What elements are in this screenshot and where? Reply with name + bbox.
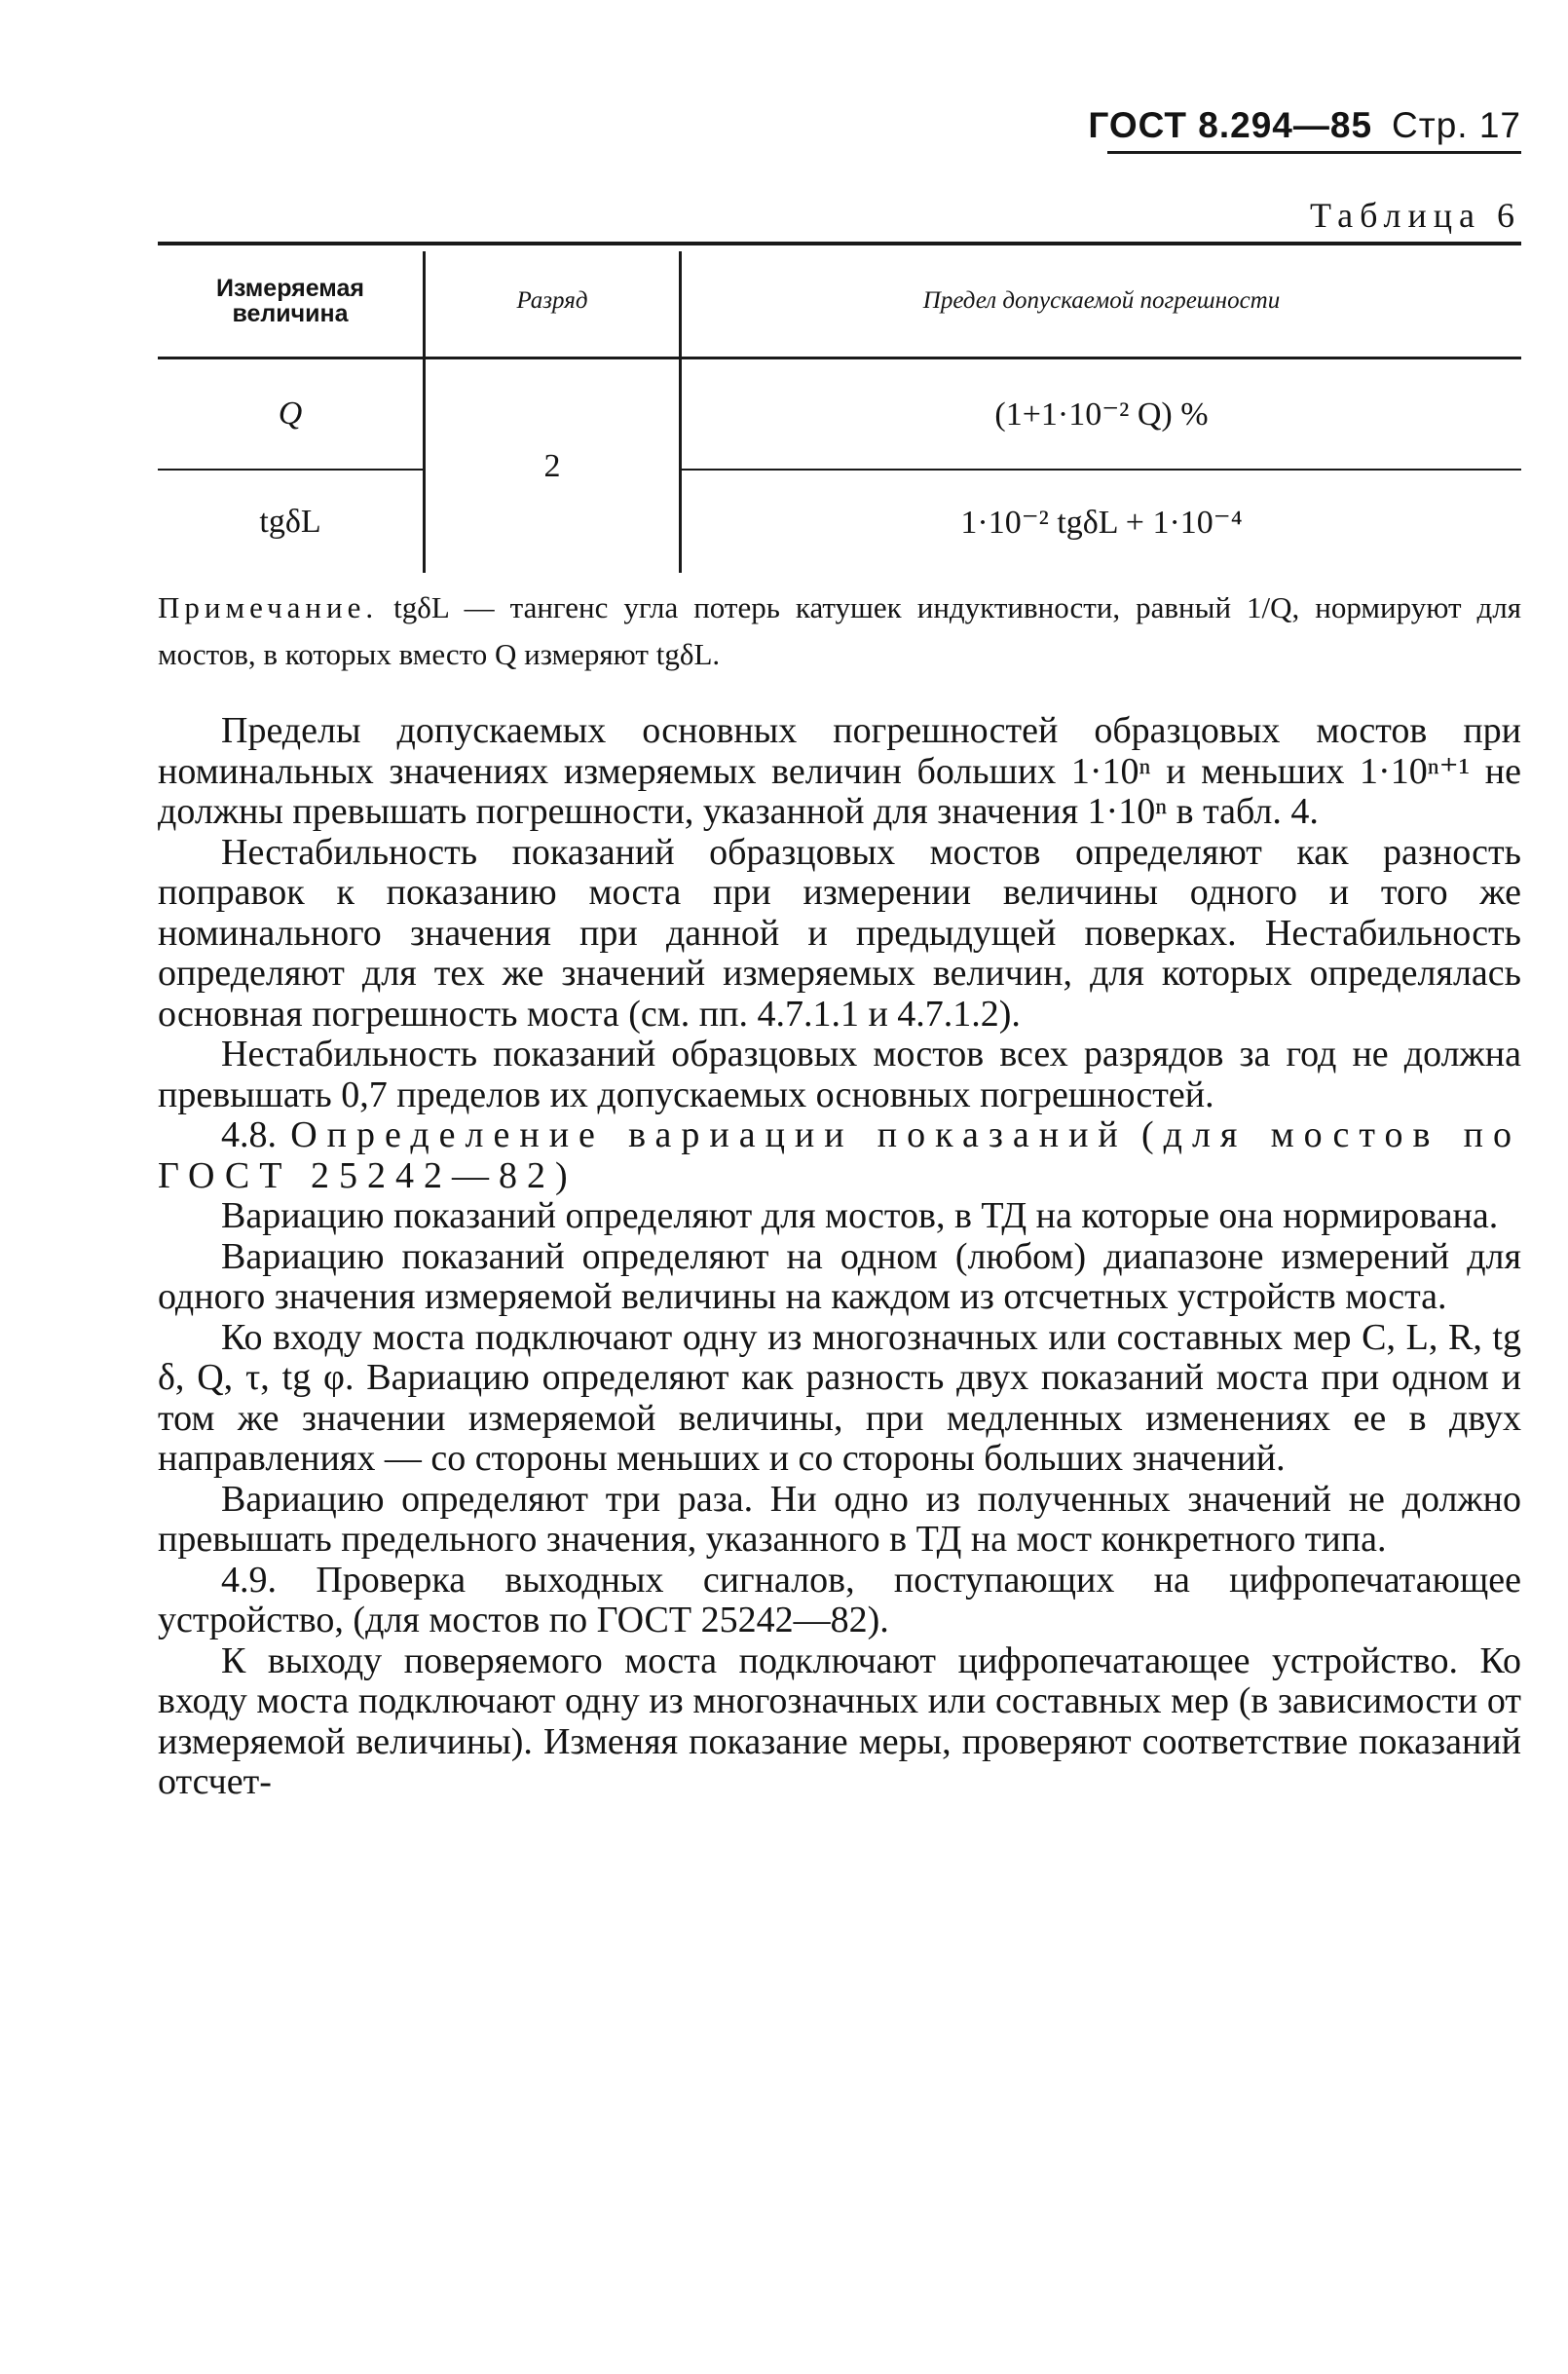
column-header-quantity: Измеряемая величина bbox=[216, 274, 364, 327]
paragraph-variation-range: Вариацию показаний определяют на одном (любом) диапазоне измерений для одного значения измеряемой величины на каждом из отсчетных устройств моста. bbox=[158, 1235, 1521, 1317]
section-4-9-text: Проверка выходных сигналов, поступающих на цифропечатающее устройство, (для мостов по ГОСТ 25242—82). bbox=[158, 1559, 1521, 1640]
note-label: Примечание. bbox=[158, 590, 379, 624]
paragraph-variation-method: Ко входу моста подключают одну из многозначных или составных мер C, L, R, tg δ, Q, τ, tg φ. Вариацию определяют как разность двух показаний моста при одном и том же значении измеряемой величины, при медленных изменениях ее в двух направлениях — со стороны меньших и со стороны больших значений. bbox=[158, 1316, 1521, 1479]
table-cell-limit-tgd: 1·10⁻² tgδL + 1·10⁻⁴ bbox=[960, 504, 1243, 541]
paragraph-printer-check: К выходу поверяемого моста подключают цифропечатающее устройство. Ко входу моста подключают одну из многозначных или составных мер (в зависимости от измеряемой величины). Изменяя показание меры, проверяют соответствие показаний отсчет- bbox=[158, 1639, 1521, 1802]
running-header bbox=[1088, 105, 1521, 146]
section-4-8-suffix: (для мостов по ГОСТ 25242—82) bbox=[158, 1114, 1521, 1196]
page-number: Стр. 17 bbox=[1392, 105, 1521, 145]
table-caption: Таблица 6 bbox=[1310, 196, 1521, 235]
table-cell-quantity-q: Q bbox=[278, 396, 303, 432]
section-4-8-title: Определение вариации показаний bbox=[290, 1114, 1128, 1155]
section-4-9-number: 4.9. bbox=[221, 1559, 277, 1601]
column-header-limit: Предел допускаемой погрешности bbox=[922, 286, 1281, 314]
header-rule bbox=[1107, 151, 1521, 154]
paragraph-instability-limit: Нестабильность показаний образцовых мостов всех разрядов за год не должна превышать 0,7 пределов их допускаемых основных погрешностей. bbox=[158, 1034, 1521, 1115]
table-cell-limit-q: (1+1·10⁻² Q) % bbox=[994, 396, 1209, 433]
section-4-9-heading bbox=[158, 1561, 1521, 1641]
accuracy-table bbox=[158, 242, 1521, 573]
section-4-8-number: 4.8. bbox=[221, 1114, 277, 1155]
table-cell-class: 2 bbox=[543, 447, 561, 484]
paragraph-error-limits: Пределы допускаемых основных погрешностей образцовых мостов при номинальных значениях измеряемых величин больших 1·10ⁿ и меньших 1·10ⁿ⁺¹ не должны превышать погрешности, указанной для значения 1·10ⁿ в табл. 4. bbox=[158, 710, 1521, 832]
table-cell-quantity-tgd: tgδL bbox=[259, 503, 321, 540]
standard-number: ГОСТ 8.294—85 bbox=[1088, 105, 1373, 145]
paragraph-variation-scope: Вариацию показаний определяют для мостов, в ТД на которые она нормирована. bbox=[221, 1195, 1499, 1236]
section-4-8-heading bbox=[158, 1115, 1521, 1196]
body-text bbox=[158, 711, 1521, 1803]
paragraph-variation-repeat: Вариацию определяют три раза. Ни одно из полученных значений не должно превышать предельного значения, указанного в ТД на мост конкретного типа. bbox=[158, 1478, 1521, 1560]
paragraph-instability-definition: Нестабильность показаний образцовых мостов определяют как разность поправок к показанию моста при измерении величины одного и того же номинального значения при данной и предыдущей поверках. Нестабильность определяют для тех же значений измеряемых величин, для которых определялась основная погрешность моста (см. пп. 4.7.1.1 и 4.7.1.2). bbox=[158, 831, 1521, 1035]
table-note bbox=[158, 584, 1521, 678]
column-header-class: Разряд bbox=[516, 286, 588, 314]
document-page bbox=[158, 0, 1521, 2374]
note-text: tgδL — тангенс угла потерь катушек индуктивности, равный 1/Q, нормируют для мостов, в которых вместо Q измеряют tgδL. bbox=[158, 590, 1522, 671]
